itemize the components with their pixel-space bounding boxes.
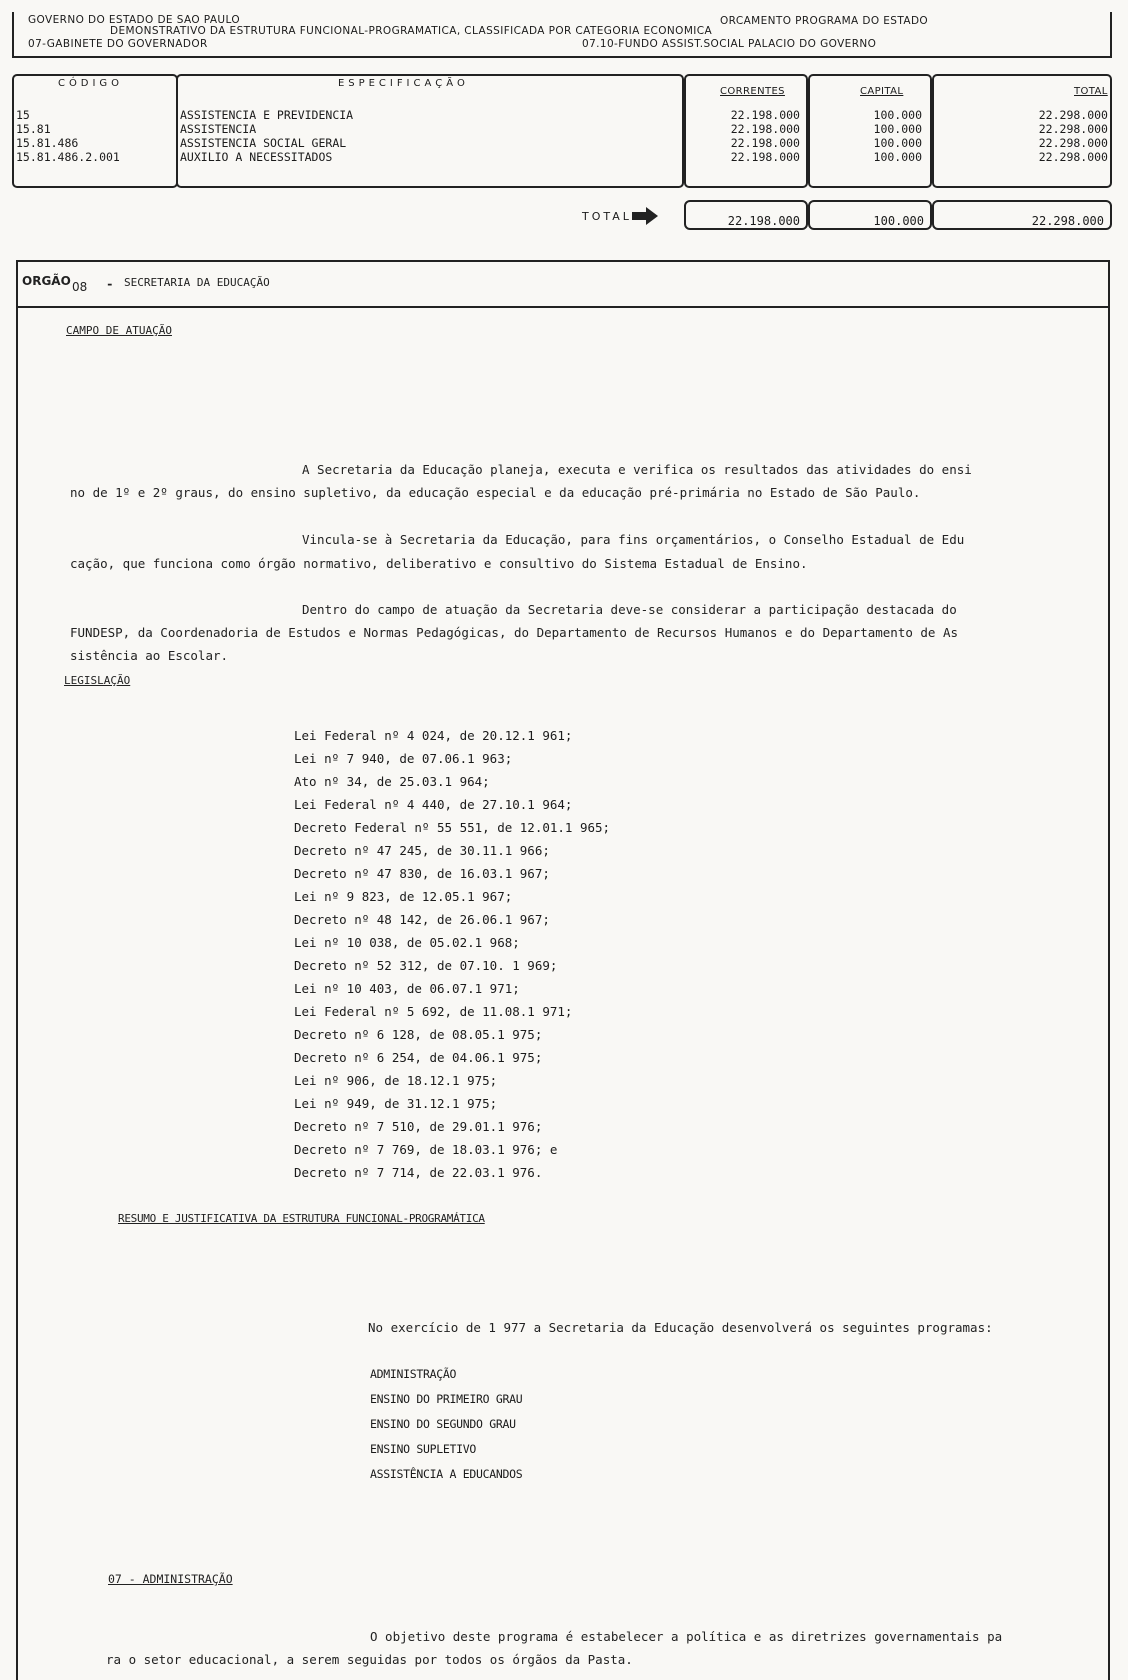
codigo-cell: 15.81.486	[16, 136, 79, 150]
list-item: Decreto nº 6 254, de 04.06.1 975;	[294, 1050, 543, 1065]
legislacao-title: LEGISLAÇÃO	[64, 674, 131, 687]
orgao-name: SECRETARIA DA EDUCAÇÃO	[124, 276, 270, 289]
total-cell: 22.298.000	[1038, 108, 1108, 122]
list-item: Decreto nº 7 714, de 22.03.1 976.	[294, 1165, 543, 1180]
orgao-dash: -	[106, 276, 114, 291]
orgao-header	[18, 262, 1108, 308]
paragraph-1-line-1: A Secretaria da Educação planeja, executa e verifica os resultados das atividades do ensi	[302, 462, 972, 477]
programs-list	[370, 1362, 522, 1487]
list-item: ASSISTÊNCIA A EDUCANDOS	[370, 1467, 523, 1481]
resumo-title: RESUMO E JUSTIFICATIVA DA ESTRUTURA FUNCIONAL-PROGRAMÁTICA	[118, 1212, 485, 1225]
document-header	[12, 12, 1112, 58]
list-item: Lei nº 10 403, de 06.07.1 971;	[294, 981, 520, 996]
exercicio-text: No exercício de 1 977 a Secretaria da Educação desenvolverá os seguintes programas:	[368, 1320, 993, 1335]
legislation-list	[294, 724, 610, 1184]
list-item: ADMINISTRAÇÃO	[370, 1367, 457, 1381]
list-item: Decreto nº 7 769, de 18.03.1 976; e	[294, 1142, 558, 1157]
fundo-label: 07.10-FUNDO ASSIST.SOCIAL PALACIO DO GOVERNO	[582, 38, 877, 50]
list-item: Lei Federal nº 4 024, de 20.12.1 961;	[294, 728, 573, 743]
especificacao-cell: AUXILIO A NECESSITADOS	[180, 150, 333, 164]
gov-title: GOVERNO DO ESTADO DE SAO PAULO	[28, 14, 241, 26]
section-07-title: 07 - ADMINISTRAÇÃO	[108, 1572, 233, 1586]
list-item: Lei Federal nº 5 692, de 11.08.1 971;	[294, 1004, 573, 1019]
capital-cell: 100.000	[873, 136, 922, 150]
list-item: Decreto Federal nº 55 551, de 12.01.1 965;	[294, 820, 611, 835]
correntes-header: CORRENTES	[720, 86, 785, 97]
budget-table	[12, 74, 1112, 190]
arrow-right-icon	[630, 206, 660, 226]
list-item: ENSINO DO PRIMEIRO GRAU	[370, 1392, 523, 1406]
especificacao-header: E S P E C I F I C A Ç Ã O	[338, 78, 466, 89]
list-item: Lei nº 7 940, de 07.06.1 963;	[294, 751, 513, 766]
capital-cell: 100.000	[873, 150, 922, 164]
list-item: Lei nº 10 038, de 05.02.1 968;	[294, 935, 520, 950]
capital-cell: 100.000	[873, 122, 922, 136]
capital-cell: 100.000	[873, 108, 922, 122]
paragraph-3-line-2: FUNDESP, da Coordenadoria de Estudos e Normas Pedagógicas, do Departamento de Recursos Humanos e do Departamento de As	[70, 625, 959, 640]
objective-line-1: O objetivo deste programa é estabelecer a política e as diretrizes governamentais pa	[370, 1629, 1003, 1644]
paragraph-2-line-2: cação, que funciona como órgão normativo, deliberativo e consultivo do Sistema Estadual de Ensino.	[70, 556, 808, 571]
total-cell: 22.298.000	[1038, 136, 1108, 150]
especificacao-cell: ASSISTENCIA SOCIAL GERAL	[180, 136, 347, 150]
codigo-cell: 15.81	[16, 122, 51, 136]
correntes-cell: 22.198.000	[730, 136, 800, 150]
orgao-label: ORGÃO	[22, 274, 71, 288]
objective-line-2: ra o setor educacional, a serem seguidas por todos os órgãos da Pasta.	[106, 1652, 633, 1667]
total-label: TOTAL	[582, 210, 632, 223]
correntes-cell: 22.198.000	[730, 150, 800, 164]
list-item: ENSINO DO SEGUNDO GRAU	[370, 1417, 516, 1431]
total-correntes: 22.198.000	[684, 200, 808, 230]
orgao-section	[16, 260, 1110, 1680]
codigo-cell: 15	[16, 108, 30, 122]
total-cell: 22.298.000	[1038, 122, 1108, 136]
list-item: Decreto nº 47 245, de 30.11.1 966;	[294, 843, 550, 858]
total-header: TOTAL	[1074, 86, 1108, 97]
list-item: Lei nº 9 823, de 12.05.1 967;	[294, 889, 513, 904]
list-item: Decreto nº 7 510, de 29.01.1 976;	[294, 1119, 543, 1134]
list-item: Ato nº 34, de 25.03.1 964;	[294, 774, 490, 789]
correntes-cell: 22.198.000	[730, 108, 800, 122]
demonstrativo-title: DEMONSTRATIVO DA ESTRUTURA FUNCIONAL-PROGRAMATICA, CLASSIFICADA POR CATEGORIA ECONOMICA	[110, 25, 713, 37]
list-item: Lei Federal nº 4 440, de 27.10.1 964;	[294, 797, 573, 812]
paragraph-1-line-2: no de 1º e 2º graus, do ensino supletivo, da educação especial e da educação pré-primária no Estado de São Paulo.	[70, 485, 921, 500]
total-cell: 22.298.000	[1038, 150, 1108, 164]
total-capital: 100.000	[808, 200, 932, 230]
codigo-header: C Ó D I G O	[58, 78, 120, 89]
capital-header: CAPITAL	[860, 86, 904, 97]
list-item: Lei nº 949, de 31.12.1 975;	[294, 1096, 498, 1111]
campo-title: CAMPO DE ATUAÇÃO	[66, 324, 172, 337]
especificacao-cell: ASSISTENCIA E PREVIDENCIA	[180, 108, 354, 122]
paragraph-2-line-1: Vincula-se à Secretaria da Educação, para fins orçamentários, o Conselho Estadual de Edu	[302, 532, 965, 547]
total-total: 22.298.000	[932, 200, 1112, 230]
list-item: Decreto nº 47 830, de 16.03.1 967;	[294, 866, 550, 881]
list-item: Decreto nº 52 312, de 07.10. 1 969;	[294, 958, 558, 973]
list-item: ENSINO SUPLETIVO	[370, 1442, 476, 1456]
correntes-cell: 22.198.000	[730, 122, 800, 136]
gabinete-label: 07-GABINETE DO GOVERNADOR	[28, 38, 208, 50]
orgao-code: 08	[72, 280, 88, 294]
paragraph-3-line-1: Dentro do campo de atuação da Secretaria deve-se considerar a participação destacada do	[302, 602, 957, 617]
codigo-cell: 15.81.486.2.001	[16, 150, 120, 164]
list-item: Decreto nº 48 142, de 26.06.1 967;	[294, 912, 550, 927]
list-item: Lei nº 906, de 18.12.1 975;	[294, 1073, 498, 1088]
especificacao-cell: ASSISTENCIA	[180, 122, 257, 136]
total-row	[12, 200, 1112, 234]
orcamento-title: ORCAMENTO PROGRAMA DO ESTADO	[720, 15, 929, 27]
list-item: Decreto nº 6 128, de 08.05.1 975;	[294, 1027, 543, 1042]
paragraph-3-line-3: sistência ao Escolar.	[70, 648, 229, 663]
